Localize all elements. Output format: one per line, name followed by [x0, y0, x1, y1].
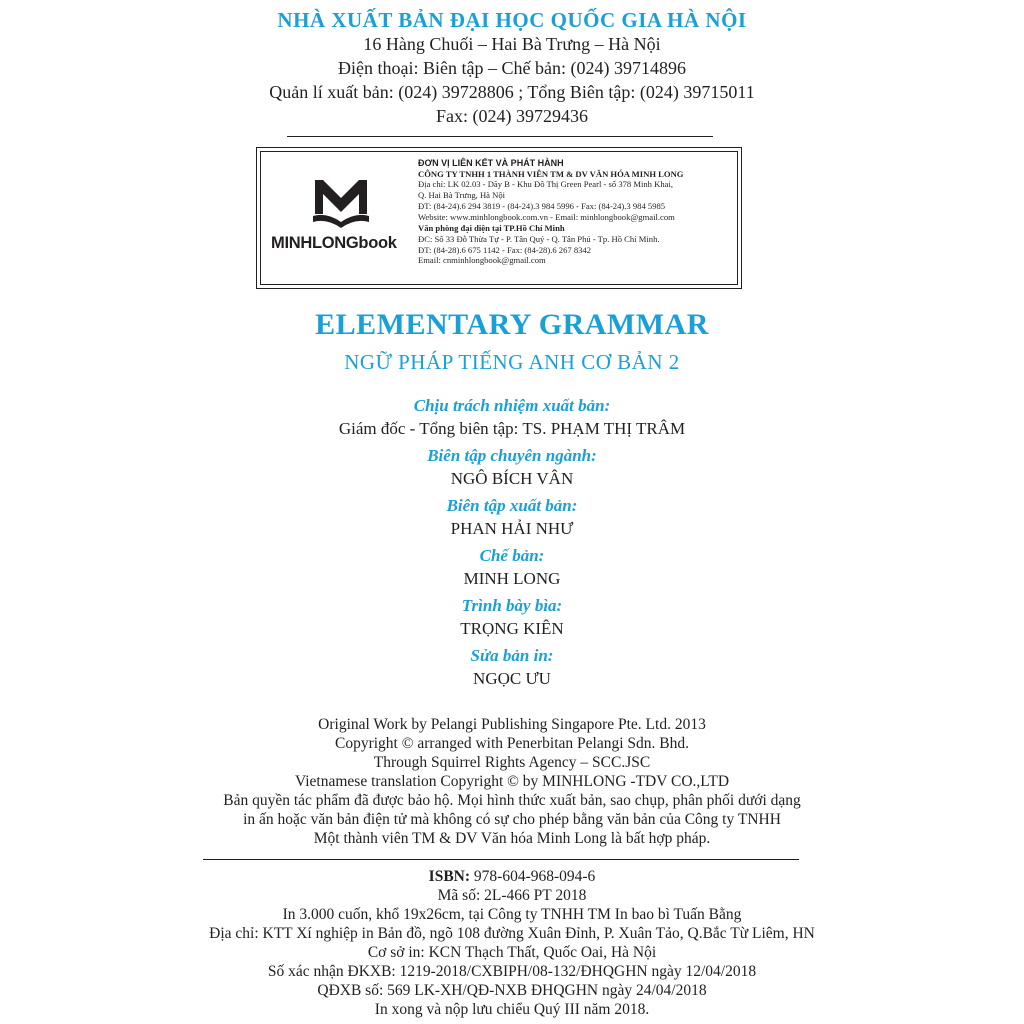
- credit-name: TRỌNG KIÊN: [460, 619, 564, 638]
- credit-role: Chịu trách nhiệm xuất bản:: [413, 396, 611, 415]
- credit-role: Trình bày bìa:: [461, 596, 563, 615]
- distributor-logo: [271, 172, 411, 272]
- printing-line: Mã số: 2L-466 PT 2018: [437, 887, 587, 904]
- distributor-website: Website: www.minhlongbook.com.vn - Email: minhlongbook@gmail.com: [418, 211, 675, 222]
- copyright-line: in ấn hoặc văn bản điện tử mà không có sự cho phép bằng văn bản của Công ty TNHH: [243, 811, 781, 828]
- distributor-company: CÔNG TY TNHH 1 THÀNH VIÊN TM & DV VĂN HÓA MINH LONG: [418, 168, 684, 179]
- distributor-logo-text: MINHLONGbook: [271, 234, 397, 252]
- credit-name: PHAN HẢI NHƯ: [450, 519, 574, 538]
- open-book-icon: [311, 176, 371, 228]
- distributor-heading: ĐƠN VỊ LIÊN KẾT VÀ PHÁT HÀNH: [418, 158, 564, 168]
- copyright-line: Bản quyền tác phẩm đã được bảo hộ. Mọi hình thức xuất bản, sao chụp, phân phối dưới dạng: [223, 792, 801, 809]
- printing-line: In 3.000 cuốn, khổ 19x26cm, tại Công ty TNHH TM In bao bì Tuấn Bằng: [282, 906, 742, 923]
- credit-role: Biên tập xuất bản:: [446, 496, 578, 515]
- printing-line: Cơ sở in: KCN Thạch Thất, Quốc Oai, Hà Nội: [367, 944, 657, 961]
- copyright-line: Copyright © arranged with Penerbitan Pelangi Sdn. Bhd.: [334, 735, 690, 752]
- distributor-office-email: Email: cnminhlongbook@gmail.com: [418, 255, 546, 266]
- distributor-phone: ĐT: (84-24).6 294 3819 - (84-24).3 984 5996 - Fax: (84-24).3 984 5985: [418, 200, 666, 211]
- credit-name: Giám đốc - Tổng biên tập: TS. PHẠM THỊ TRÂM: [338, 419, 686, 438]
- publisher-address: 16 Hàng Chuối – Hai Bà Trưng – Hà Nội: [363, 34, 661, 54]
- book-title: ELEMENTARY GRAMMAR: [315, 308, 709, 341]
- distributor-details: [418, 158, 738, 266]
- credit-role: Chế bản:: [479, 546, 545, 565]
- credit-role: Biên tập chuyên ngành:: [427, 446, 597, 465]
- credit-role: Sửa bản in:: [470, 646, 554, 665]
- publisher-phone-management: Quản lí xuất bản: (024) 39728806 ; Tổng Biên tập: (024) 39715011: [269, 82, 755, 102]
- distributor-office-phone: ĐT: (84-28).6 675 1142 - Fax: (84-28).6 267 8342: [418, 244, 592, 255]
- book-subtitle: NGỮ PHÁP TIẾNG ANH CƠ BẢN 2: [344, 350, 680, 374]
- printing-line: QĐXB số: 569 LK-XH/QĐ-NXB ĐHQGHN ngày 24/04/2018: [317, 982, 707, 999]
- credit-name: NGÔ BÍCH VÂN: [450, 469, 574, 488]
- printing-line: Số xác nhận ĐKXB: 1219-2018/CXBIPH/08-132/ĐHQGHN ngày 12/04/2018: [267, 963, 757, 980]
- copyright-line: Một thành viên TM & DV Văn hóa Minh Long là bất hợp pháp.: [313, 830, 711, 847]
- copyright-line: Through Squirrel Rights Agency – SCC.JSC: [373, 754, 651, 771]
- distributor-office-heading: Văn phòng đại diện tại TP.Hồ Chí Minh: [418, 223, 565, 234]
- publisher-phone-editorial: Điện thoại: Biên tập – Chế bản: (024) 39714896: [338, 58, 686, 78]
- divider: [203, 859, 799, 860]
- copyright-line: Vietnamese translation Copyright © by MINHLONG -TDV CO.,LTD: [294, 773, 730, 790]
- publisher-name: NHÀ XUẤT BẢN ĐẠI HỌC QUỐC GIA HÀ NỘI: [277, 8, 747, 32]
- distributor-address-line2: Q. Hai Bà Trưng, Hà Nội: [418, 190, 506, 201]
- printing-line: In xong và nộp lưu chiểu Quý III năm 2018.: [374, 1001, 650, 1018]
- distributor-box: [256, 147, 742, 289]
- publisher-fax: Fax: (024) 39729436: [436, 106, 588, 126]
- copyright-line: Original Work by Pelangi Publishing Singapore Pte. Ltd. 2013: [318, 716, 706, 733]
- credit-name: MINH LONG: [463, 569, 561, 588]
- distributor-box-inner-border: [260, 151, 738, 285]
- divider: [287, 136, 713, 137]
- distributor-address-line1: Địa chỉ: LK 02.03 - Dãy B - Khu Đô Thị Green Pearl - số 378 Minh Khai,: [418, 179, 673, 190]
- isbn-value: 978-604-968-094-6: [470, 868, 596, 885]
- distributor-office-address: ĐC: Số 33 Đỗ Thừa Tự - P. Tân Quý - Q. Tân Phú - Tp. Hồ Chí Minh.: [418, 233, 660, 244]
- isbn-line: [0, 868, 1024, 886]
- printing-line: Địa chỉ: KTT Xí nghiệp in Bản đồ, ngõ 108 đường Xuân Đỉnh, P. Xuân Tảo, Q.Bắc Từ Liêm, HN: [209, 925, 815, 942]
- credit-name: NGỌC ƯU: [473, 669, 551, 688]
- isbn-label: ISBN:: [428, 868, 471, 885]
